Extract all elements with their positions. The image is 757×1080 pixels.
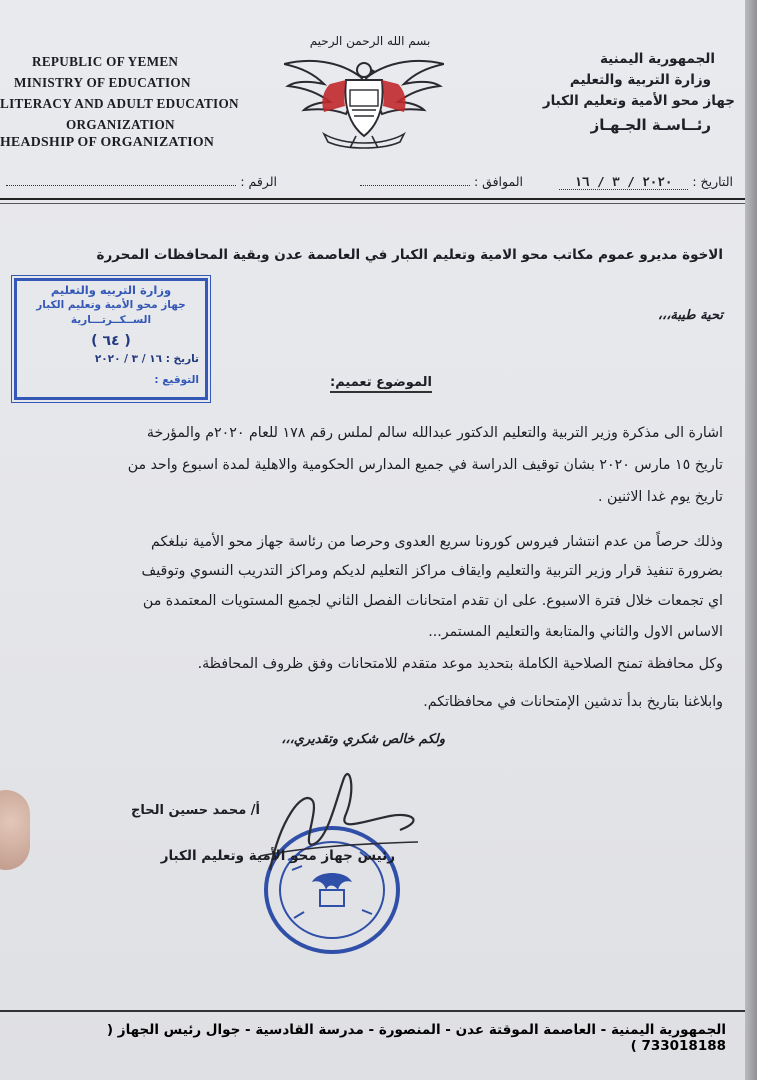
body-line-8: وكل محافظة تمنح الصلاحية الكاملة بتحديد موعد متقدم للامتحانات وفق ظروف المحافظة. bbox=[197, 656, 723, 672]
header-rule-thin bbox=[0, 203, 745, 204]
body-line-7: الاساس الاول والثاني والمتابعة والتعليم المستمر... bbox=[428, 624, 723, 640]
body-line-4: وذلك حرصاً من عدم انتشار فيروس كورونا سريع العدوى وحرصا من رئاسة جهاز محو الأمية نبلغكم bbox=[151, 534, 723, 550]
greeting: تحية طيبة،،، bbox=[657, 308, 723, 323]
stamp-line-3: الســكــرتـــارية bbox=[70, 314, 152, 326]
subject: الموضوع تعميم: bbox=[330, 375, 432, 393]
addressee-text: الاخوة مديرو عموم مكاتب محو الامية وتعليم الكبار في العاصمة عدن وبقية المحافظات المحررة bbox=[96, 247, 723, 263]
header-ar-line-4: رئــاسـة الجـهـاز bbox=[590, 116, 711, 134]
stamp-signature-label: التوقيع : bbox=[154, 374, 199, 386]
header-ar-line-2: وزارة التربية والتعليم bbox=[569, 72, 711, 88]
footer-address: الجمهورية اليمنية - العاصمة الموقتة عدن - المنصورة - مدرسة القادسية - جوال رئيس الجهاز ( 733018188 ) bbox=[106, 1022, 726, 1054]
header-en-line-5: HEADSHIP OF ORGANIZATION bbox=[0, 134, 215, 149]
body-line-9: وابلاغنا بتاريخ بدأ تدشين الإمتحانات في محافظاتكم. bbox=[423, 694, 723, 710]
page-edge bbox=[745, 0, 757, 1080]
stamp-number: ( ٦٤ ) bbox=[91, 333, 131, 349]
basmala: بسم الله الرحمن الرحيم bbox=[309, 34, 431, 48]
reference-number bbox=[6, 174, 277, 189]
header-en-line-4: ORGANIZATION bbox=[66, 117, 175, 132]
finger-shadow bbox=[0, 790, 30, 870]
header-en-line-3: LITERACY AND ADULT EDUCATION bbox=[0, 96, 239, 111]
number-label: الرقم : bbox=[240, 174, 277, 189]
eagle-emblem-icon bbox=[284, 50, 444, 150]
signatory-title: رئيس جهاز محو الأمية وتعليم الكبار bbox=[160, 848, 395, 864]
agreed-label: الموافق : bbox=[473, 174, 523, 189]
header-ar-line-3: جهاز محو الأمية وتعليم الكبار bbox=[542, 93, 735, 109]
reference-agreed bbox=[360, 174, 523, 189]
body-line-3: تاريخ يوم غدا الاثنين . bbox=[598, 489, 723, 505]
stamp-line-2: جهاز محو الأمية وتعليم الكبار bbox=[36, 299, 186, 311]
closing: ولكم خالص شكري وتقديري،،، bbox=[281, 732, 445, 747]
addressee bbox=[0, 247, 723, 263]
stamp-date: تاريخ : ١٦ / ٣ / ٢٠٢٠ bbox=[94, 353, 199, 365]
body-line-2: تاريخ ١٥ مارس ٢٠٢٠ بشان توقيف الدراسة في جميع المدارس الحكومية والاهلية لمدة اسبوع واحد من bbox=[127, 457, 723, 473]
signatory-name: أ/ محمد حسين الحاج bbox=[131, 803, 260, 818]
date-value: ٢٠٢٠ / ٣ / ١٦ bbox=[559, 174, 689, 190]
reference-date bbox=[559, 174, 733, 190]
header-rule bbox=[0, 198, 745, 200]
secretariat-stamp bbox=[14, 278, 208, 400]
date-label: التاريخ : bbox=[692, 174, 733, 189]
header-ar-line-1: الجمهورية اليمنية bbox=[599, 51, 715, 67]
body-line-5: بضرورة تنفيذ قرار وزير التربية والتعليم وايقاف مراكز التعليم لديكم ومراكز التدريب النسوي وتوقيف bbox=[141, 563, 723, 579]
stamp-line-1: وزارة التربيه والتعليم bbox=[50, 283, 172, 297]
header-en-line-1: REPUBLIC OF YEMEN bbox=[32, 54, 179, 69]
header-en-line-2: MINISTRY OF EDUCATION bbox=[14, 75, 191, 90]
footer-rule bbox=[0, 1010, 745, 1012]
body-line-1: اشارة الى مذكرة وزير التربية والتعليم الدكتور عبدالله سالم لملس رقم ١٧٨ للعام ٢٠٢٠م والمؤرخة bbox=[146, 425, 723, 441]
body-line-6: اي تجمعات خلال فترة الاسبوع. على ان تقدم امتحانات الفصل الثاني لجميع المستويات المعتمدة من bbox=[142, 593, 723, 609]
